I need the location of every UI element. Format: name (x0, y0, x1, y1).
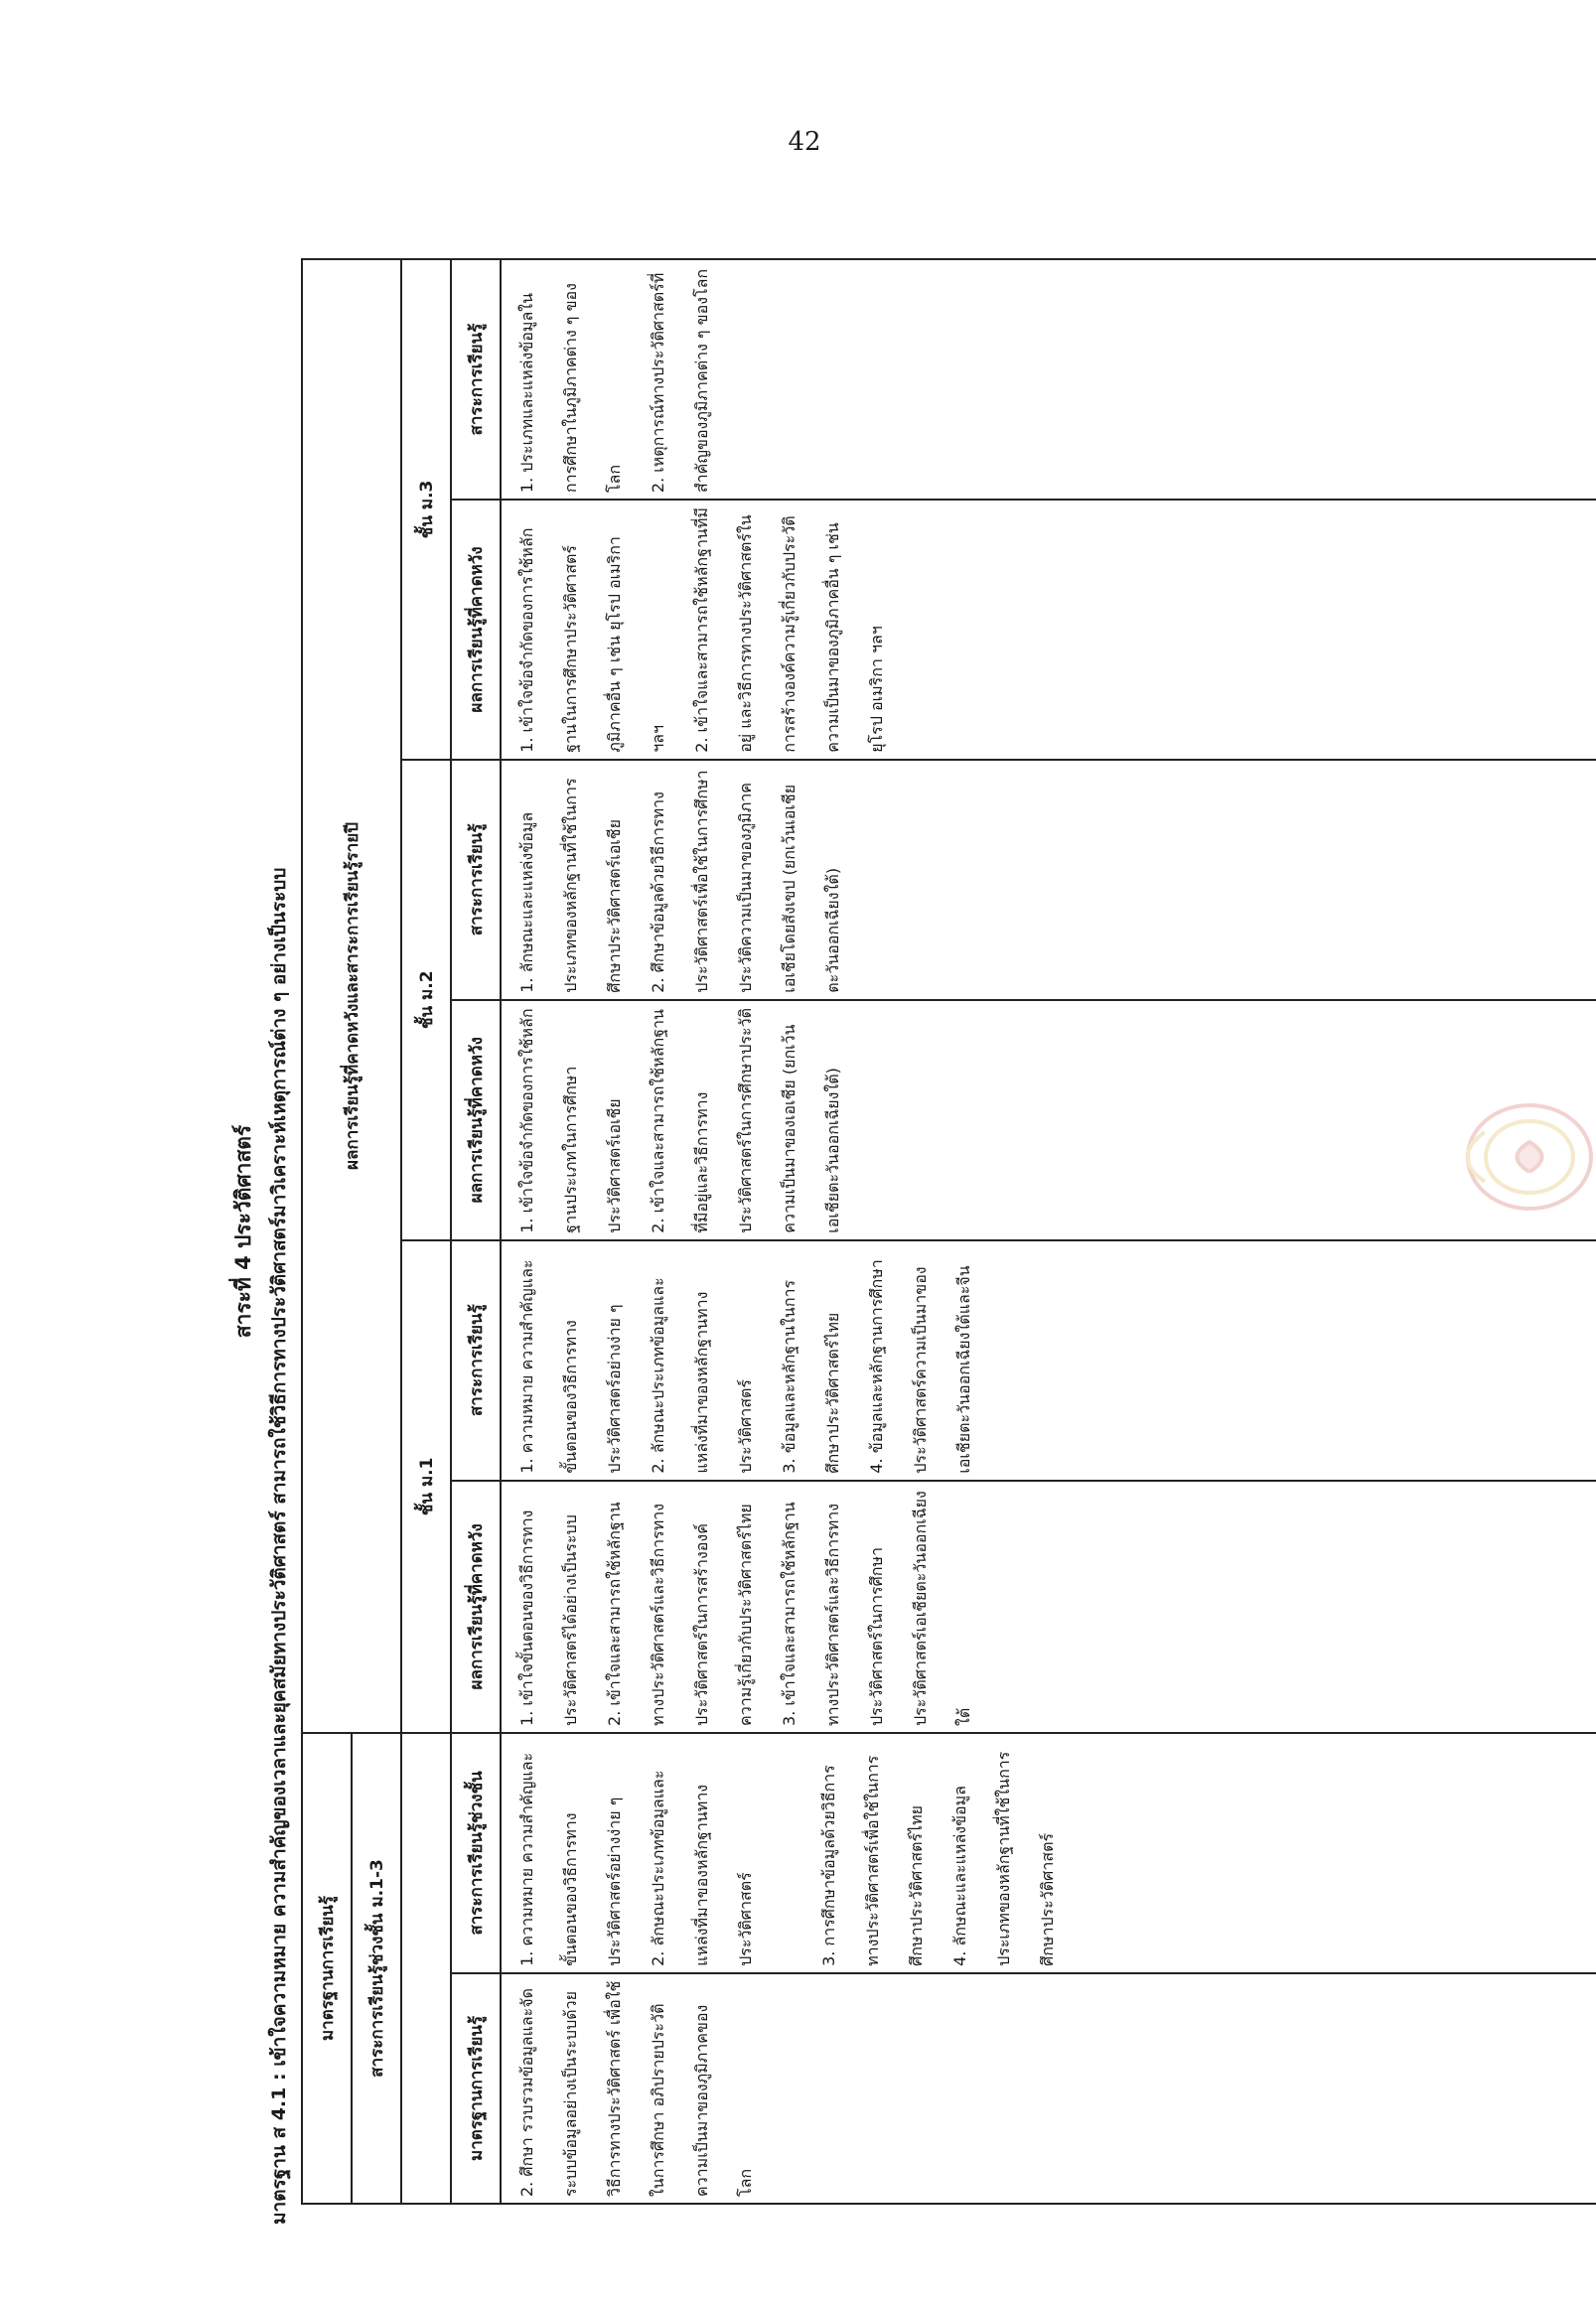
list-item: 2. ศึกษาข้อมูลด้วยวิธีการทางประวัติศาสตร์เพื่อใช้ในการศึกษาประวัติความเป็นมาของภูมิภาคเอเชียโดยสังเขป (ยกเว้นเอเชียตะวันออกเฉียงใต้) (649, 770, 842, 993)
list-item: 1. ความหมาย ความสำคัญและขั้นตอนของวิธีการทางประวัติศาสตร์อย่างง่าย ๆ (517, 1752, 624, 1966)
curriculum-table (301, 258, 1596, 2205)
m2-content-cell (501, 760, 1596, 1000)
list-item: 2. ลักษณะประเภทข้อมูลและแหล่งที่มาของหลักฐานทางประวัติศาสตร์ (649, 1277, 755, 1474)
list-item: 1. เข้าใจข้อจำกัดของการใช้หลักฐานประเภทในการศึกษาประวัติศาสตร์เอเชีย (517, 1008, 624, 1233)
col-standard-header: มาตรฐานการเรียนรู้ (451, 1973, 501, 2204)
list-item: 4. ลักษณะและแหล่งข้อมูล ประเภทของหลักฐานที่ใช้ในการศึกษาประวัติศาสตร์ (950, 1751, 1057, 1966)
list-item: 3. ข้อมูลและหลักฐานในการศึกษาประวัติศาสตร์ไทย (780, 1279, 842, 1474)
grade-m2-header: ชั้น ม.2 (401, 760, 451, 1240)
m1-content-cell (501, 1240, 1596, 1481)
list-item: 2. เข้าใจและสามารถใช้หลักฐานทางประวัติศาสตร์และวิธีการทางประวัติศาสตร์ในการสร้างองค์ความรู้เกี่ยวกับประวัติศาสตร์ไทย (605, 1502, 755, 1726)
m2-outcome-cell (501, 1000, 1596, 1240)
col-m1-outcome-header: ผลการเรียนรู้ที่คาดหวัง (451, 1481, 501, 1733)
grade-m3-header: ชั้น ม.3 (401, 259, 451, 760)
standard-cell (501, 1973, 1596, 2204)
list-item: 3. การศึกษาข้อมูลด้วยวิธีการทางประวัติศาสตร์เพื่อใช้ในการศึกษาประวัติศาสตร์ไทย (819, 1755, 926, 1966)
standard-statement: มาตรฐาน ส 4.1 : เข้าใจความหมาย ความสำคัญของเวลาและยุคสมัยทางประวัติศาสตร์ สามารถใช้วิธีการทางประวัติศาสตร์มาวิเคราะห์เหตุการณ์ต่าง ๆ อย่างเป็นระบบ (268, 867, 290, 2225)
list-item: 2. ศึกษา รวบรวมข้อมูลและจัดระบบข้อมูลอย่างเป็นระบบด้วยวิธีการทางประวัติศาสตร์ เพื่อใช้ในการศึกษา อภิปรายประวัติความเป็นมาของภูมิภาคของโลก (517, 1980, 755, 2197)
span-content-cell (501, 1733, 1596, 1973)
list-item: 2. ลักษณะประเภทข้อมูลและแหล่งที่มาของหลักฐานทางประวัติศาสตร์ (649, 1770, 755, 1966)
learning-standard-header: มาตรฐานการเรียนรู้ (302, 1733, 352, 2204)
list-item: 1. ประเภทและแหล่งข้อมูลในการศึกษาในภูมิภาคต่าง ๆ ของโลก (517, 283, 624, 494)
list-item: 1. ลักษณะและแหล่งข้อมูลประเภทของหลักฐานที่ใช้ในการศึกษาประวัติศาสตร์เอเชีย (517, 778, 624, 993)
grade-span-content-header: สาระการเรียนรู้ช่วงชั้น ม.1-3 (352, 1733, 401, 2204)
list-item: 2. เข้าใจและสามารถใช้หลักฐานที่มีอยู่ และวิธีการทางประวัติศาสตร์ในการสร้างองค์ความรู้เกี่ยวกับประวัติความเป็นมาของภูมิภาคอื่น ๆ เช่น ยุโรป อเมริกา ฯลฯ (692, 507, 886, 753)
page-number: 42 (788, 127, 821, 157)
title-block (223, 238, 293, 2225)
list-item: 1. เข้าใจข้อจำกัดของการใช้หลักฐานในการศึกษาประวัติศาสตร์ภูมิภาคอื่น ๆ เช่น ยุโรป อเมริกา ฯลฯ (517, 527, 667, 753)
list-item: 1. เข้าใจขั้นตอนของวิธีการทางประวัติศาสตร์ได้อย่างเป็นระบบ (517, 1510, 580, 1726)
m3-outcome-cell (501, 500, 1596, 760)
list-item: 2. เหตุการณ์ทางประวัติศาสตร์ที่สำคัญของภูมิภาคต่าง ๆ ของโลก (649, 268, 711, 494)
list-item: 3. เข้าใจและสามารถใช้หลักฐานทางประวัติศาสตร์และวิธีการทางประวัติศาสตร์ในการศึกษาประวัติศาสตร์เอเชียตะวันออกเฉียงใต้ (780, 1491, 973, 1726)
m1-outcome-cell (501, 1481, 1596, 1733)
col-m3-content-header: สาระการเรียนรู้ (451, 259, 501, 500)
grade-m1-header: ชั้น ม.1 (401, 1240, 451, 1733)
col-m2-outcome-header: ผลการเรียนรู้ที่คาดหวัง (451, 1000, 501, 1240)
col-m2-content-header: สาระการเรียนรู้ (451, 760, 501, 1000)
rotated-content (223, 238, 1596, 2225)
col-m1-content-header: สาระการเรียนรู้ (451, 1240, 501, 1481)
col-span-content-header: สาระการเรียนรู้ช่วงชั้น (451, 1733, 501, 1973)
table-row (501, 259, 1596, 2204)
strand-title: สาระที่ 4 ประวัติศาสตร์ (231, 1124, 255, 1339)
col-m3-outcome-header: ผลการเรียนรู้ที่คาดหวัง (451, 500, 501, 760)
yearly-outcomes-header: ผลการเรียนรู้ที่คาดหวังและสาระการเรียนรู้รายปี (302, 259, 401, 1733)
list-item: 1. ความหมาย ความสำคัญและขั้นตอนของวิธีการทางประวัติศาสตร์อย่างง่าย ๆ (517, 1259, 624, 1474)
list-item: 2. เข้าใจและสามารถใช้หลักฐานที่มีอยู่และวิธีการทางประวัติศาสตร์ในการศึกษาประวัติความเป็นมาของเอเชีย (ยกเว้นเอเชียตะวันออกเฉียงใต้) (649, 1007, 842, 1233)
list-item: 4. ข้อมูลและหลักฐานการศึกษาประวัติศาสตร์ความเป็นมาของเอเชียตะวันออกเฉียงใต้และจีน (867, 1259, 973, 1474)
empty-header-cell (401, 1733, 451, 2204)
m3-content-cell (501, 259, 1596, 500)
